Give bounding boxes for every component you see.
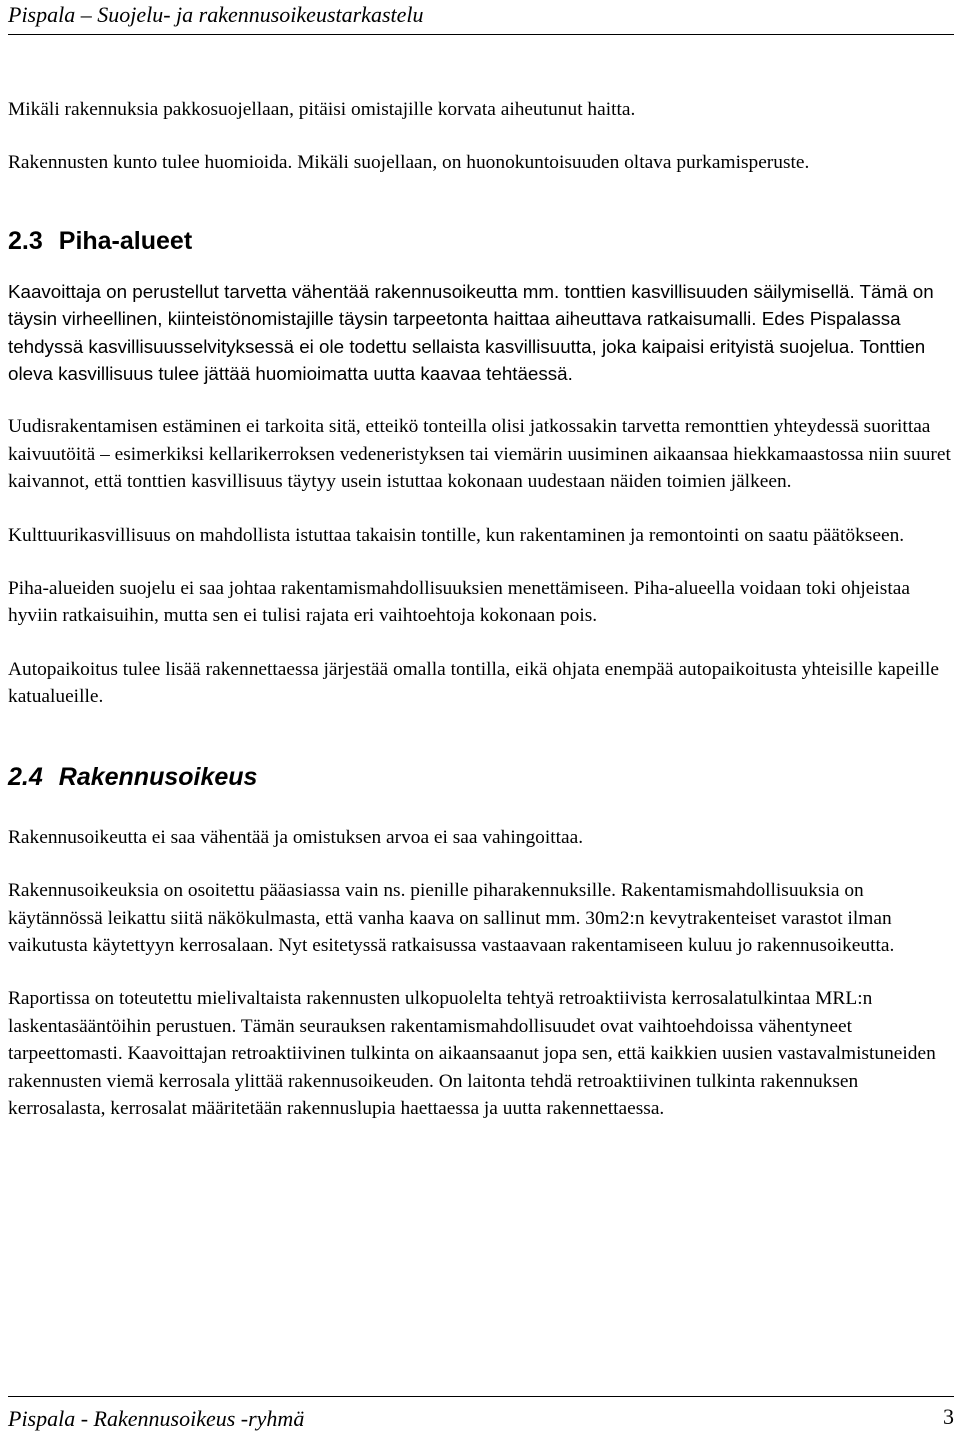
section-title: Piha-alueet: [58, 226, 193, 255]
page-header: [8, 0, 954, 35]
section-title: Rakennusoikeus: [58, 762, 258, 791]
paragraph: Raportissa on toteutettu mielivaltaista rakennusten ulkopuolelta tehtyä retroaktiivista kerrosalatulkintaa MRL:n laskentasääntöihin perustuen. Tämän seurauksen rakentamismahdollisuudet ovat vaihtoehdoissa vähentyneet tarpeettomasti. Kaavoittajan retroaktiivinen tulkinta on aikaansaanut jopa sen, että kaikkien uusien vastavalmistuneiden rakennusten viemä kerrosala ylittää rakennusoikeuden. On laitonta tehdä retroaktiivinen tulkinta rakennuksen kerrosalasta, kerrosalat määritetään rakennuslupia haettaessa ja uutta rakennettaessa.: [8, 988, 936, 1119]
paragraph: Rakennusoikeuksia on osoitettu pääasiassa vain ns. pienille piharakennuksille. Rakentamismahdollisuuksia on käytännössä leikattu siitä näkökulmasta, että vanha kaava on sallinut mm. 30m2:n kevytrakenteiset varastot ilman vaikutusta käytettyyn kerrosalaan. Nyt esitetyssä ratkaisussa vastaavaan rakentamiseen kuluu jo rakennusoikeutta.: [8, 880, 895, 956]
paragraph: Kaavoittaja on perustellut tarvetta vähentää rakennusoikeutta mm. tonttien kasvillisuuden säilymisellä. Tämä on täysin virheellinen, kiinteistönomistajille täysin tarpeetonta haittaa aiheuttava ratkaisumalli. Edes Pispalassa tehdyssä kasvillisuusselvityksessä ei ole todettu sellaista kasvillisuutta, joka kaipaisi erityistä suojelua. Tonttien oleva kasvillisuus tulee jättää huomioimatta uutta kaavaa tehtäessä.: [8, 280, 934, 385]
section-number: 2.4: [8, 762, 43, 791]
section-heading-2-4: [8, 762, 958, 792]
paragraph: Rakennusten kunto tulee huomioida. Mikäli suojellaan, on huonokuntoisuuden oltava purkamisperuste.: [8, 152, 810, 174]
paragraph: Autopaikoitus tulee lisää rakennettaessa järjestää omalla tontilla, eikä ohjata enempää autopaikoitusta yhteisille kapeille katualueille.: [8, 658, 939, 708]
paragraph: Rakennusoikeutta ei saa vähentää ja omistuksen arvoa ei saa vahingoittaa.: [8, 826, 584, 848]
document-body: [8, 96, 958, 1122]
paragraph: Kulttuurikasvillisuus on mahdollista istuttaa takaisin tontille, kun rakentaminen ja remontointi on saatu päätökseen.: [8, 524, 905, 546]
paragraph: Uudisrakentamisen estäminen ei tarkoita sitä, etteikö tonteilla olisi jatkossakin tarvetta remonttien yhteydessä suorittaa kaivuutöitä – esimerkiksi kellarikerroksen vedeneristyksen tai viemärin uusiminen aikaansaa hiekkamaastossa niin suuret kaivannot, että tonttien kasvillisuus täytyy usein istuttaa kokonaan uudestaan näiden toimien jälkeen.: [8, 416, 951, 493]
section-number: 2.3: [8, 226, 43, 255]
header-title: Pispala – Suojelu- ja rakennusoikeustarkastelu: [8, 2, 424, 27]
page-footer: [8, 1396, 954, 1435]
paragraph: Mikäli rakennuksia pakkosuojellaan, pitäisi omistajille korvata aiheutunut haitta.: [8, 99, 636, 120]
footer-title: Pispala - Rakennusoikeus -ryhmä: [8, 1406, 305, 1431]
section-heading-2-3: [8, 226, 958, 256]
paragraph: Piha-alueiden suojelu ei saa johtaa rakentamismahdollisuuksien menettämiseen. Piha-alueella voidaan toki ohjeistaa hyviin ratkaisuihin, mutta sen ei tulisi rajata eri vaihtoehtoja kokonaan pois.: [8, 578, 910, 627]
page-number: 3: [943, 1404, 954, 1429]
